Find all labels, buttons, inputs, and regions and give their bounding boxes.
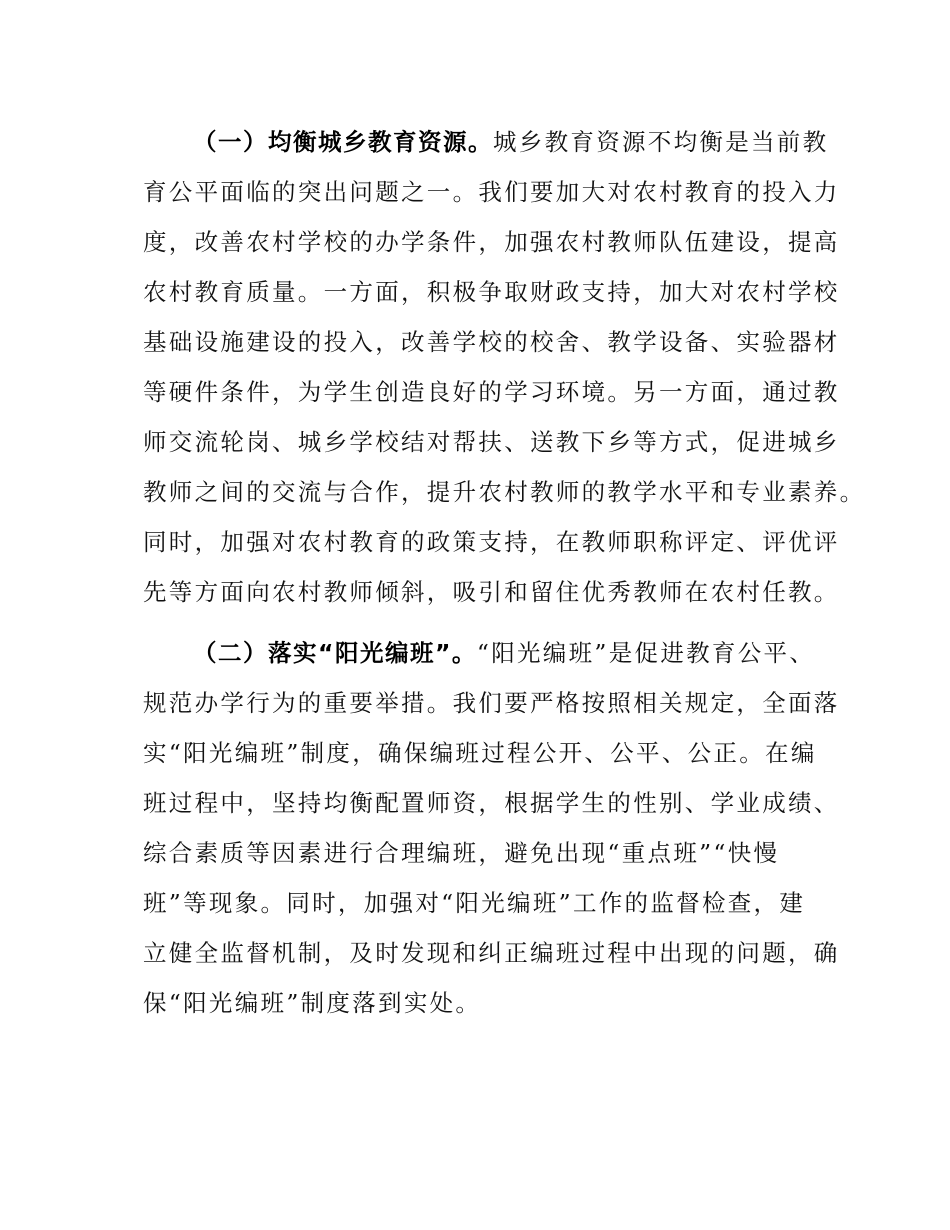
body-line: 师交流轮岗、城乡学校结对帮扶、送教下乡等方式，促进城乡 (143, 428, 840, 456)
body-line: 等硬件条件，为学生创造良好的学习环境。另一方面，通过教 (143, 378, 840, 406)
body-line: 教师之间的交流与合作，提升农村教师的教学水平和专业素养。 (143, 478, 866, 506)
body-line: 综合素质等因素进行合理编班，避免出现“重点班”“快慢 (143, 839, 780, 867)
body-line: 班过程中，坚持均衡配置师资，根据学生的性别、学业成绩、 (143, 789, 840, 817)
body-line: 先等方面向农村教师倾斜，吸引和留住优秀教师在农村任教。 (143, 578, 840, 606)
section1-first-line-text: 城乡教育资源不均衡是当前教 (493, 128, 829, 156)
body-line: 农村教育质量。一方面，积极争取财政支持，加大对农村学校 (143, 278, 840, 306)
body-line: 保“阳光编班”制度落到实处。 (143, 989, 482, 1017)
body-line: 度，改善农村学校的办学条件，加强农村教师队伍建设，提高 (143, 228, 840, 256)
section1-first-line (193, 122, 873, 162)
section2-first-line (193, 633, 873, 673)
body-line: 立健全监督机制，及时发现和纠正编班过程中出现的问题，确 (143, 939, 840, 967)
body-line: 育公平面临的突出问题之一。我们要加大对农村教育的投入力 (143, 178, 840, 206)
body-line: 实“阳光编班”制度，确保编班过程公开、公平、公正。在编 (143, 739, 817, 767)
body-line: 班”等现象。同时，加强对“阳光编班”工作的监督检查，建 (143, 889, 806, 917)
body-line: 同时，加强对农村教育的政策支持，在教师职称评定、评优评 (143, 528, 840, 556)
body-line: 基础设施建设的投入，改善学校的校舍、教学设备、实验器材 (143, 328, 840, 356)
section1-heading: （一）均衡城乡教育资源。 (193, 128, 493, 156)
section2-heading: （二）落实“阳光编班”。 (193, 639, 477, 667)
section2-first-line-text: “阳光编班”是促进教育公平、 (476, 639, 816, 667)
body-line: 规范办学行为的重要举措。我们要严格按照相关规定，全面落 (143, 689, 840, 717)
